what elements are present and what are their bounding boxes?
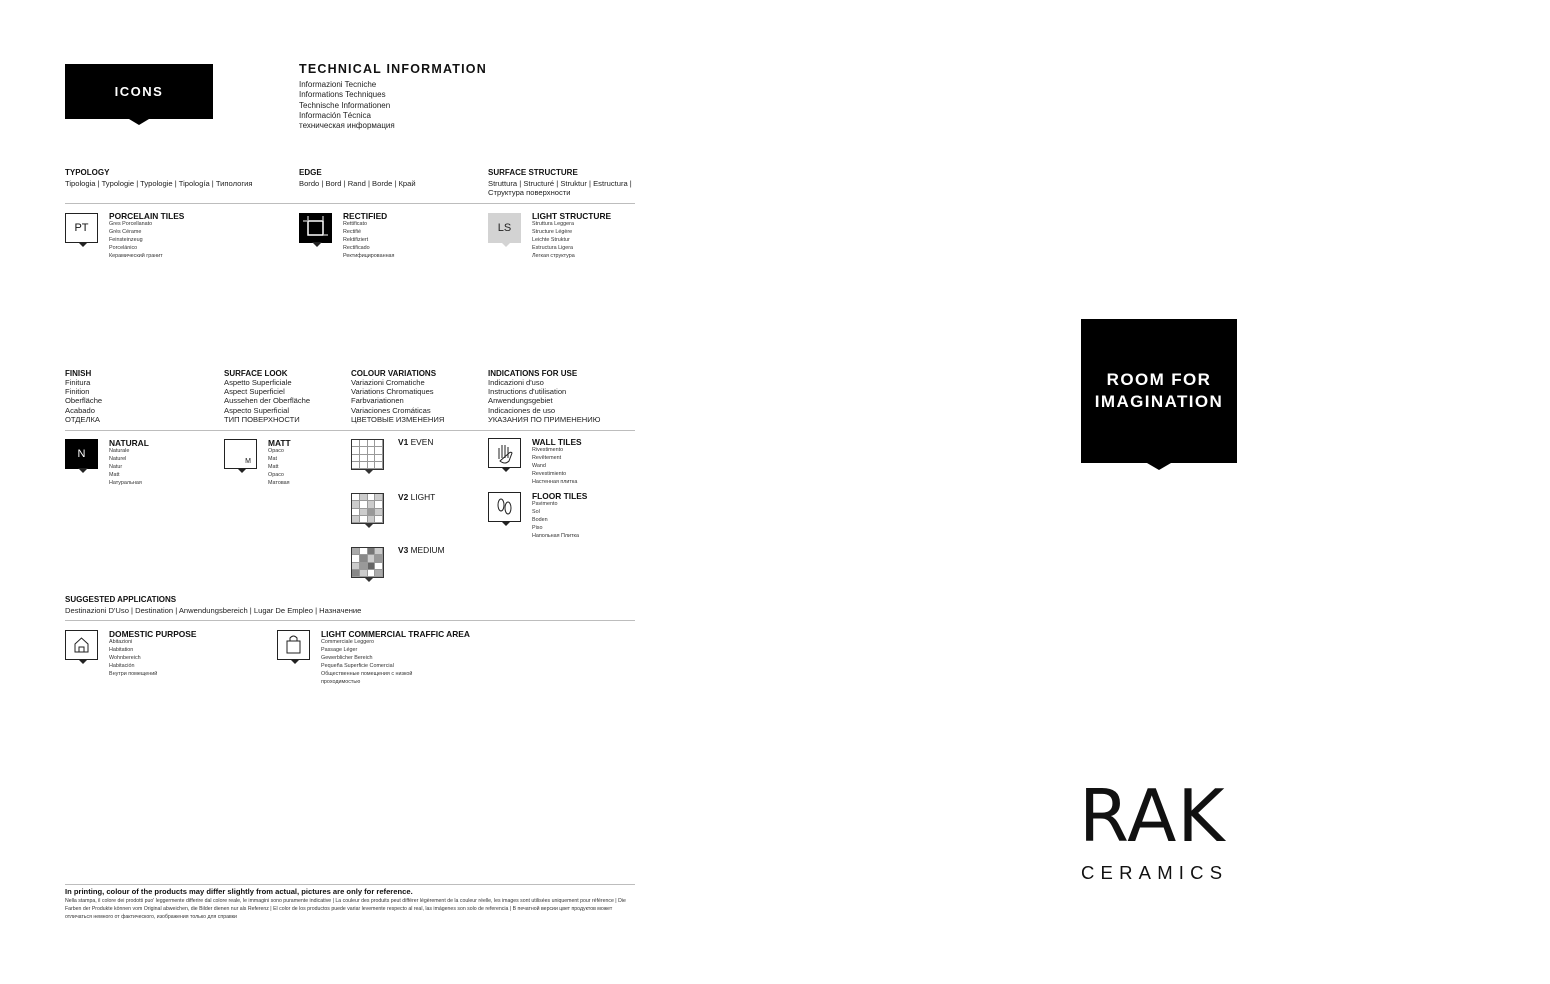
matt-look-icon: M [224, 439, 257, 469]
house-icon [65, 630, 98, 660]
rectified-icon [299, 213, 332, 243]
technical-information-title: TECHNICAL INFORMATION [299, 62, 487, 76]
brand-subtitle: CERAMICS [1081, 862, 1229, 883]
hand-icon [488, 438, 521, 468]
surface-look-translations: Aspetto Superficiale Aspect Superficiel Aussehen der Oberfläche Aspecto Superficial ТИП ПОВЕРХНОСТИ [224, 378, 311, 424]
porcelain-tiles-translations: Gres Porcellanato Grès Cérame Feinsteinzeug Porcelánico Керамический гранит [109, 221, 163, 259]
domestic-purpose-translations: Abitazioni Habitation Wohnbereich Habitación Внутри помещений [109, 639, 158, 677]
surface-structure-subtitle: Struttura | Structuré | Struktur | Estructura | Структура поверхности [488, 179, 632, 198]
indications-heading: INDICATIONS FOR USE [488, 369, 578, 378]
typology-heading: TYPOLOGY [65, 168, 110, 177]
rectified-title: RECTIFIED [343, 211, 388, 221]
v3-medium-label: V3 MEDIUM [398, 545, 445, 555]
indications-translations: Indicazioni d'uso Instructions d'utilisation Anwendungsgebiet Indicaciones de uso УКАЗАНИЯ ПО ПРИМЕНЕНИЮ [488, 378, 601, 424]
tagline-box [1081, 319, 1237, 463]
disclaimer-translations: Nella stampa, il colore dei prodotti puo' leggermente differire dal colore reale, le immagini sono puramente indicative | La couleur des produits peut différer légèrement de la couleur réelle, les images sont utilisées uniquement pour référence | Die Farben der Produkte können vom Original abweichen, die Bilder dienen nur als Referenz | El color de los productos puede variar levemente respecto al real, las imágenes son solo de referencia | В печатной версии цвет продуктов может отличаться немного от фактического, изображения только для справки [65, 898, 626, 921]
icons-header-box [65, 64, 213, 119]
footer-divider [65, 884, 635, 885]
applications-subtitle: Destinazioni D'Uso | Destination | Anwendungsbereich | Lugar De Empleo | Назначение [65, 606, 362, 615]
floor-tiles-translations: Pavimento Sol Boden Piso Напольная Плитка [532, 501, 580, 539]
divider [65, 620, 635, 621]
light-commercial-title: LIGHT COMMERCIAL TRAFFIC AREA [321, 629, 470, 639]
rectified-translations: Rettificato Rectifié Rektifiziert Rectificado Ректифицированная [343, 221, 395, 259]
surface-look-heading: SURFACE LOOK [224, 369, 288, 378]
applications-heading: SUGGESTED APPLICATIONS [65, 595, 177, 604]
tagline-line-1: ROOM FOR [1106, 370, 1212, 389]
floor-tiles-title: FLOOR TILES [532, 491, 588, 501]
divider [65, 430, 635, 431]
light-structure-translations: Struttura Leggera Structure Légère Leichte Struktur Estructura Ligera Легкая структура [532, 221, 575, 259]
disclaimer-main: In printing, colour of the products may differ slightly from actual, pictures are only for reference. [65, 887, 413, 896]
tagline-line-2: IMAGINATION [1094, 392, 1224, 411]
typology-subtitle: Tipologia | Typologie | Typologie | Tipología | Типология [65, 179, 253, 188]
shopping-bag-icon [277, 630, 310, 660]
wall-tiles-title: WALL TILES [532, 437, 582, 447]
matt-translations: Opaco Mat Matt Opaco Матовая [268, 448, 290, 486]
colour-variations-translations: Variazioni Cromatiche Variations Chromatiques Farbvariationen Variaciones Cromáticas ЦВЕТОВЫЕ ИЗМЕНЕНИЯ [351, 378, 445, 424]
technical-information-translations: Informazioni Tecniche Informations Techniques Technische Informationen Información Técnica техническая информация [299, 80, 395, 131]
brand-logo: RAK [1079, 774, 1226, 858]
v2-light-icon [351, 493, 384, 524]
finish-heading: FINISH [65, 369, 92, 378]
porcelain-tiles-title: PORCELAIN TILES [109, 211, 185, 221]
light-commercial-translations: Commerciale Leggero Passage Léger Gewerblicher Bereich Pequeña Superficie Comercial Общественные помещения с низкой проходимостью [321, 639, 413, 685]
natural-title: NATURAL [109, 438, 149, 448]
natural-finish-icon: N [65, 439, 98, 469]
natural-translations: Naturale Naturel Natur Matt Натуральная [109, 448, 142, 486]
porcelain-tiles-icon: PT [65, 213, 98, 243]
edge-heading: EDGE [299, 168, 322, 177]
light-structure-icon: LS [488, 213, 521, 243]
colour-variations-heading: COLOUR VARIATIONS [351, 369, 437, 378]
matt-title: MATT [268, 438, 291, 448]
v1-even-label: V1 EVEN [398, 437, 434, 447]
icons-label: ICONS [114, 84, 164, 99]
v3-medium-icon [351, 547, 384, 578]
wall-tiles-translations: Rivestimento Revêtement Wand Revestimiento Настенная плитка [532, 447, 578, 485]
domestic-purpose-title: DOMESTIC PURPOSE [109, 629, 197, 639]
finish-translations: Finitura Finition Oberfläche Acabado ОТДЕЛКА [65, 378, 103, 424]
surface-structure-heading: SURFACE STRUCTURE [488, 168, 578, 177]
edge-subtitle: Bordo | Bord | Rand | Borde | Край [299, 179, 416, 188]
divider [65, 203, 635, 204]
v1-even-icon [351, 439, 384, 470]
v2-light-label: V2 LIGHT [398, 492, 436, 502]
light-structure-title: LIGHT STRUCTURE [532, 211, 612, 221]
footprints-icon [488, 492, 521, 522]
